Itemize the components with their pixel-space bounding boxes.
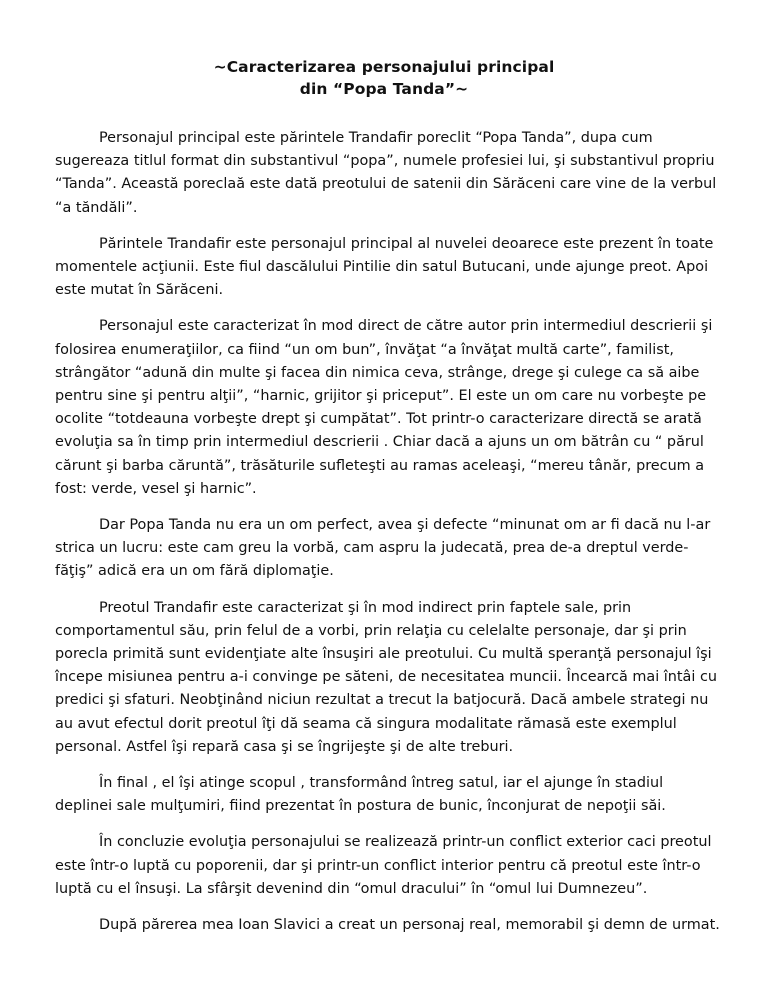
document-title bbox=[0, 56, 768, 100]
paragraph: Preotul Trandafir este caracterizat şi în mod indirect prin faptele sale, prin comportamentul său, prin felul de a vorbi, prin relaţia cu celelalte personaje, dar şi prin porecla primită sunt evidenţiate alte însuşiri ale preotului. Cu multă speranţă personajul îşi începe misiunea pentru a-i convinge pe săteni, de necesitatea muncii. Încearcă mai întâi cu predici şi sfaturi. Neobţinând niciun rezultat a trecut la batjocură. Dacă ambele strategi nu au avut efectul dorit preotul îţi dă seama că singura modalitate rămasă este exemplul personal. Astfel îşi repară casa şi se îngrijeşte şi de alte treburi. bbox=[55, 599, 717, 755]
paragraph: Dar Popa Tanda nu era un om perfect, avea şi defecte “minunat om ar fi dacă nu l-ar strica un lucru: este cam greu la vorbă, cam aspru la judecată, prea de-a dreptul verde-făţiş” adică era un om fără diplomaţie. bbox=[55, 517, 711, 580]
paragraph: Personajul principal este părintele Trandafir poreclit “Popa Tanda”, dupa cum sugereaza titlul format din substantivul “popa”, numele profesiei lui, şi substantivul propriu “Tanda”. Această poreclaă este dată preotului de satenii din Sărăceni care vine de la verbul “a tăndăli”. bbox=[55, 130, 717, 216]
document-body bbox=[55, 127, 723, 950]
paragraph: În final , el îşi atinge scopul , transformând întreg satul, iar el ajunge în stadiul deplinei sale mulţumiri, fiind prezentat în postura de bunic, înconjurat de nepoţii săi. bbox=[55, 775, 666, 815]
paragraph: Părintele Trandafir este personajul principal al nuvelei deoarece este prezent în toate momentele acţiunii. Este fiul dascălului Pintilie din satul Butucani, unde ajunge preot. Apoi este mutat în Sărăceni. bbox=[55, 235, 714, 299]
paragraph: În concluzie evoluţia personajului se realizează printr-un conflict exterior caci preotul este într-o luptă cu poporenii, dar şi printr-un conflict interior pentru că preotul este într-o luptă cu el însuşi. La sfârşit devenind din “omul dracului” în “omul lui Dumnezeu”. bbox=[55, 834, 712, 897]
title-line-2: din “Popa Tanda”~ bbox=[299, 80, 469, 98]
paragraph: După părerea mea Ioan Slavici a creat un personaj real, memorabil şi demn de urmat. bbox=[99, 917, 720, 934]
paragraph: Personajul este caracterizat în mod direct de către autor prin intermediul descrierii şi folosirea enumeraţiilor, ca fiind “un om bun”, învăţat “a învăţat multă carte”, familist, strângător “adună din multe şi facea din nimica ceva, strânge, drege şi culege ca să aibe pentru sine şi pentru alţii”, “harnic, grijitor şi priceput”. El este un om care nu vorbeşte pe ocolite “totdeauna vorbeşte drept şi cumpătat”. Tot printr-o caracterizare directă se arată evoluţia sa în timp prin intermediul descrierii . Chiar dacă a ajuns un om bătrân cu “ părul cărunt şi barba căruntă”, trăsăturile sufleteşti au ramas aceleaşi, “mereu tânăr, precum a fost: verde, vesel şi harnic”. bbox=[55, 318, 713, 497]
title-line-1: ~Caracterizarea personajului principal bbox=[213, 58, 555, 76]
